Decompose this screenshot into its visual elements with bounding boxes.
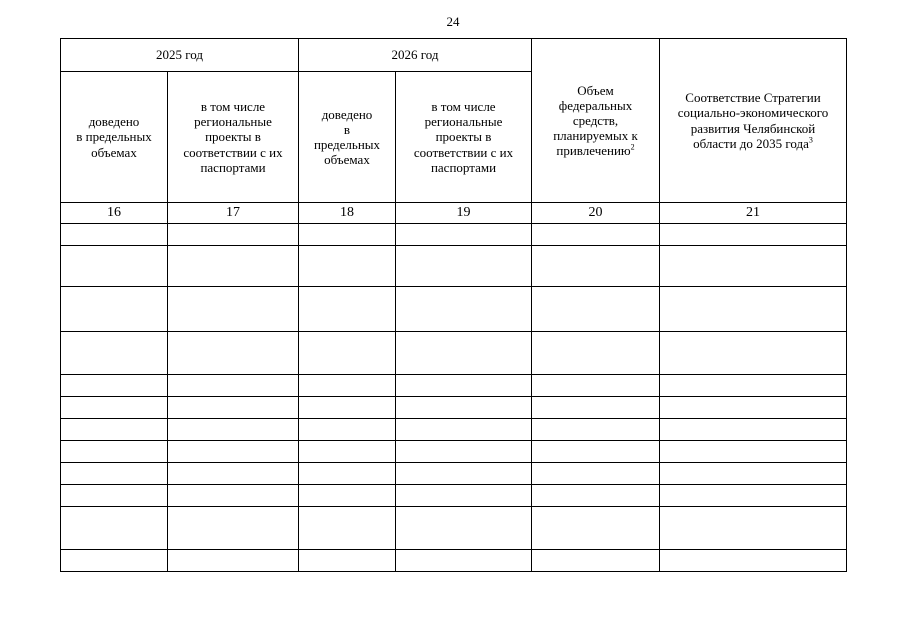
table-cell [532, 507, 660, 550]
table-cell [299, 224, 396, 246]
table-cell [61, 287, 168, 332]
table-cell [299, 507, 396, 550]
table-cell [396, 441, 532, 463]
table-cell [660, 375, 847, 397]
table-cell [299, 463, 396, 485]
table-cell [61, 485, 168, 507]
table-cell [168, 287, 299, 332]
table-cell [532, 397, 660, 419]
col18-header: доведено в предельных объемах [299, 72, 396, 203]
table-row [61, 550, 847, 572]
table-cell [396, 485, 532, 507]
table-cell [396, 507, 532, 550]
table-row [61, 507, 847, 550]
table-row [61, 287, 847, 332]
table-cell [61, 419, 168, 441]
table-cell [532, 463, 660, 485]
table-cell [61, 246, 168, 287]
federal-funds-label: Объем федеральных средств, планируемых к привлечению [553, 82, 638, 159]
column-number: 21 [660, 203, 847, 224]
table-cell [660, 507, 847, 550]
page-number: 24 [446, 14, 460, 29]
table-cell [396, 397, 532, 419]
budget-form-table [60, 38, 847, 572]
table-cell [660, 419, 847, 441]
federal-funds-header [532, 39, 660, 203]
table-cell [660, 224, 847, 246]
year-2025-header: 2025 год [61, 39, 299, 72]
column-number: 19 [396, 203, 532, 224]
table-cell [299, 550, 396, 572]
table-cell [168, 224, 299, 246]
column-number: 18 [299, 203, 396, 224]
table-cell [660, 485, 847, 507]
table-cell [299, 375, 396, 397]
table-cell [61, 441, 168, 463]
table-cell [396, 419, 532, 441]
table-row [61, 441, 847, 463]
table-cell [299, 287, 396, 332]
table-cell [61, 224, 168, 246]
strategy-compliance-header [660, 39, 847, 203]
table-cell [660, 550, 847, 572]
table-row [61, 224, 847, 246]
table-cell [299, 485, 396, 507]
column-number: 17 [168, 203, 299, 224]
table-cell [660, 463, 847, 485]
table-cell [532, 441, 660, 463]
table-cell [168, 507, 299, 550]
table-cell [168, 397, 299, 419]
table-cell [299, 419, 396, 441]
col16-header: доведено в предельных объемах [61, 72, 168, 203]
table-cell [532, 246, 660, 287]
table-cell [61, 332, 168, 375]
table-cell [660, 287, 847, 332]
table-cell [532, 332, 660, 375]
table-cell [396, 224, 532, 246]
col19-header: в том числе региональные проекты в соответствии с их паспортами [396, 72, 532, 203]
table-cell [396, 463, 532, 485]
table-cell [660, 441, 847, 463]
table-cell [396, 375, 532, 397]
table-row [61, 463, 847, 485]
table-cell [660, 397, 847, 419]
table-cell [396, 287, 532, 332]
table-cell [61, 397, 168, 419]
table-cell [299, 397, 396, 419]
table-row [61, 332, 847, 375]
table-cell [396, 550, 532, 572]
footnote-2-marker: 2 [630, 142, 635, 152]
table-row [61, 375, 847, 397]
table-cell [396, 332, 532, 375]
table-cell [61, 507, 168, 550]
footnote-3-marker: 3 [808, 135, 813, 145]
table-cell [532, 287, 660, 332]
column-number: 16 [61, 203, 168, 224]
table-row [61, 246, 847, 287]
table-cell [61, 375, 168, 397]
strategy-compliance-label: Соответствие Стратегии социально-экономического развития Челябинской области до 2035 года [677, 90, 829, 151]
table-cell [61, 550, 168, 572]
year-2026-header: 2026 год [299, 39, 532, 72]
column-number: 20 [532, 203, 660, 224]
table-cell [168, 375, 299, 397]
table-cell [532, 550, 660, 572]
col17-header: в том числе региональные проекты в соответствии с их паспортами [168, 72, 299, 203]
table-cell [168, 550, 299, 572]
table-row [61, 419, 847, 441]
table-cell [660, 246, 847, 287]
table-cell [532, 375, 660, 397]
table-cell [168, 463, 299, 485]
table-row [61, 397, 847, 419]
table-cell [532, 485, 660, 507]
table-cell [396, 246, 532, 287]
table-cell [299, 441, 396, 463]
table-cell [660, 332, 847, 375]
table-cell [168, 485, 299, 507]
table-cell [299, 332, 396, 375]
table-cell [61, 463, 168, 485]
table-cell [168, 332, 299, 375]
table-cell [299, 246, 396, 287]
table-cell [168, 441, 299, 463]
table-cell [168, 246, 299, 287]
table-cell [532, 419, 660, 441]
table-cell [168, 419, 299, 441]
table-row [61, 485, 847, 507]
table-cell [532, 224, 660, 246]
